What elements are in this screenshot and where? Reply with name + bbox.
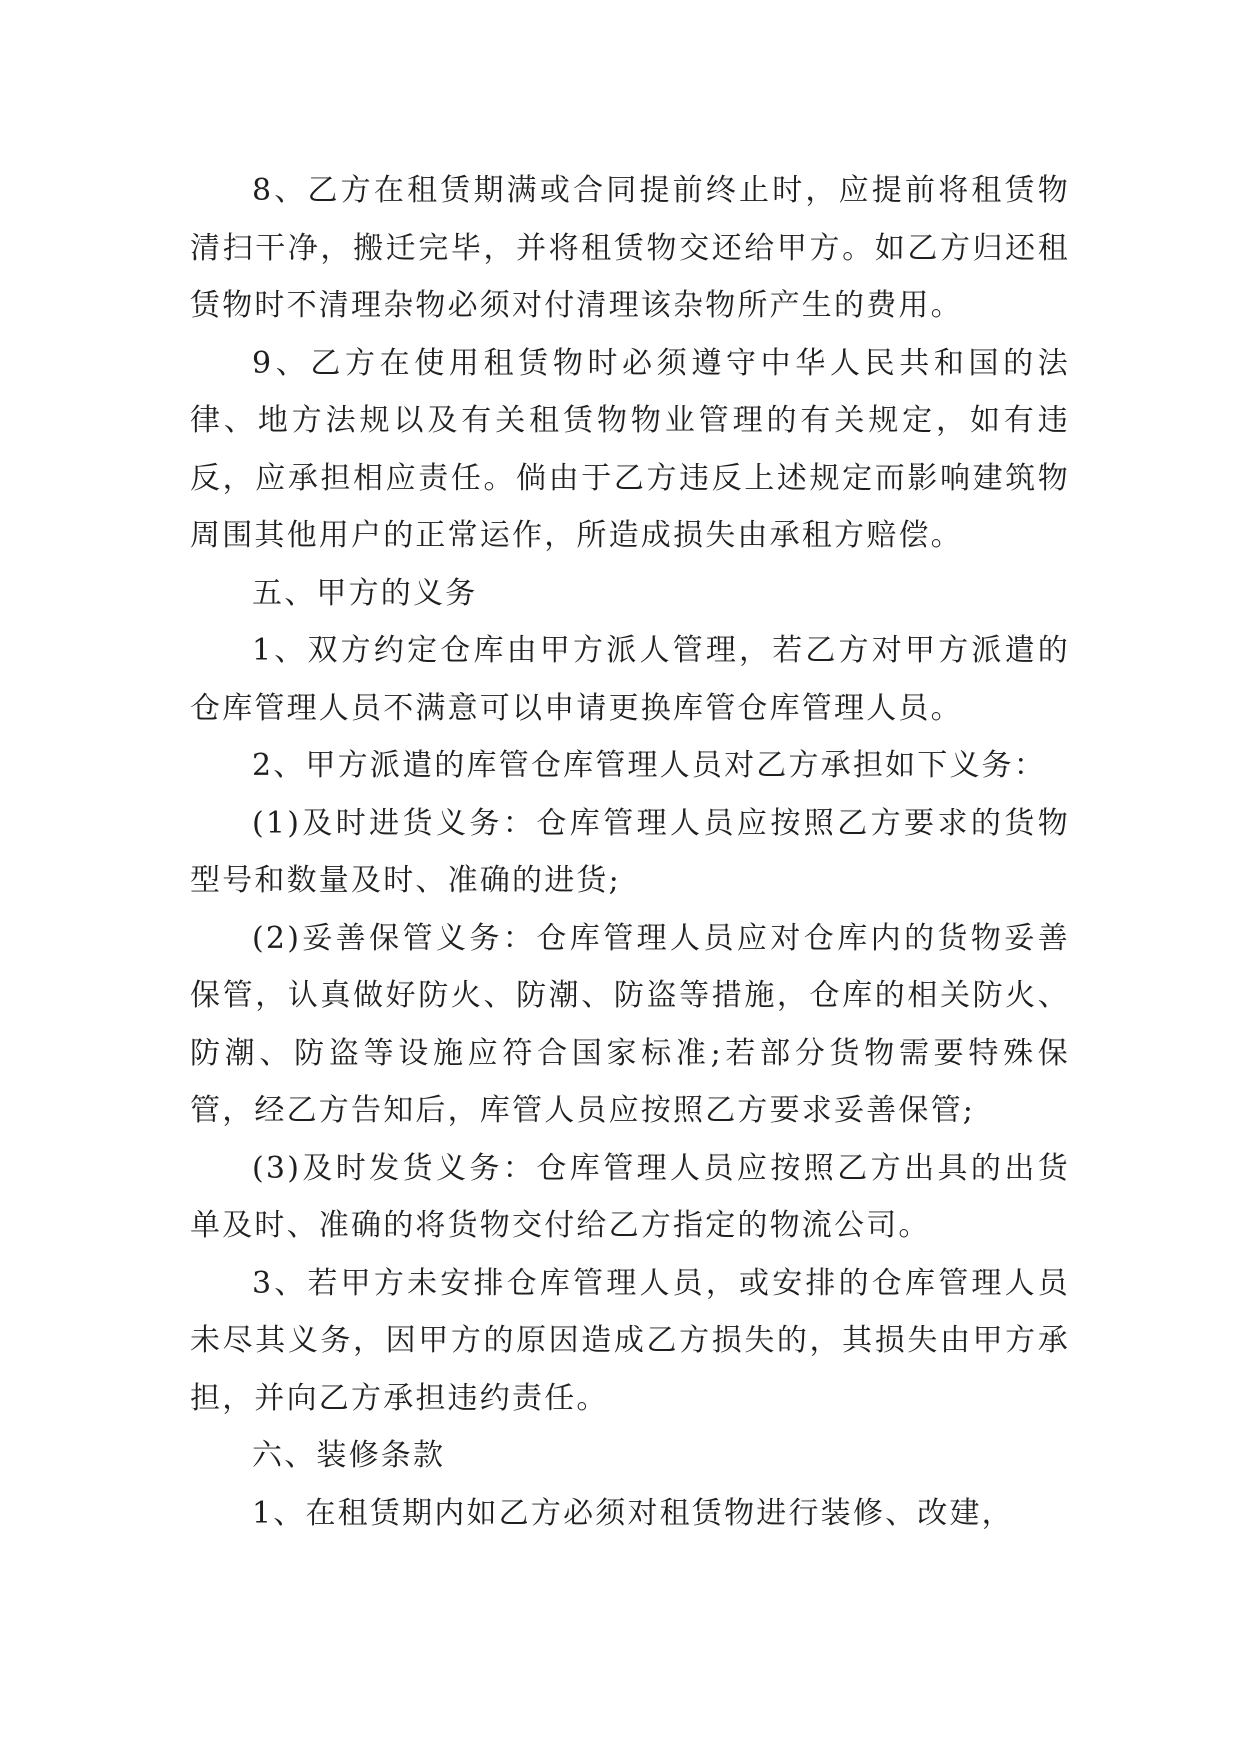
duty-3-timely-shipping: (3)及时发货义务：仓库管理人员应按照乙方出具的出货单及时、准确的将货物交付给乙方指定的物流公司。 (190, 1150, 1070, 1243)
clause-9-obey-laws: 9、乙方在使用租赁物时必须遵守中华人民共和国的法律、地方法规以及有关租赁物物业管理的有关规定，如有违反，应承担相应责任。倘由于乙方违反上述规定而影响建筑物周围其他用户的正常运作，所造成损失由承租方赔偿。 (190, 345, 1070, 553)
clause-8-return-premises: 8、乙方在租赁期满或合同提前终止时，应提前将租赁物清扫干净，搬迁完毕，并将租赁物交还给甲方。如乙方归还租赁物时不清理杂物必须对付清理该杂物所产生的费用。 (190, 173, 1070, 323)
obligation-3-liability: 3、若甲方未安排仓库管理人员，或安排的仓库管理人员未尽其义务，因甲方的原因造成乙方损失的，其损失由甲方承担，并向乙方承担违约责任。 (190, 1265, 1070, 1416)
duty-2-proper-storage: (2)妥善保管义务：仓库管理人员应对仓库内的货物妥善保管，认真做好防火、防潮、防盗等措施，仓库的相关防火、防潮、防盗等设施应符合国家标准;若部分货物需要特殊保管，经乙方告知后，库管人员应按照乙方要求妥善保管; (190, 920, 1070, 1128)
renovation-clause-1: 1、在租赁期内如乙方必须对租赁物进行装修、改建， (252, 1495, 1014, 1531)
obligation-1-warehouse-manager: 1、双方约定仓库由甲方派人管理，若乙方对甲方派遣的仓库管理人员不满意可以申请更换库管仓库管理人员。 (190, 633, 1070, 726)
obligation-2-manager-duties: 2、甲方派遣的库管仓库管理人员对乙方承担如下义务： (252, 748, 1047, 783)
section-heading-party-a-obligations: 五、甲方的义务 (252, 575, 478, 611)
document-body (190, 162, 1070, 1542)
section-heading-renovation-terms: 六、装修条款 (252, 1438, 446, 1473)
duty-1-timely-stocking: (1)及时进货义务：仓库管理人员应按照乙方要求的货物型号和数量及时、准确的进货; (190, 805, 1070, 898)
